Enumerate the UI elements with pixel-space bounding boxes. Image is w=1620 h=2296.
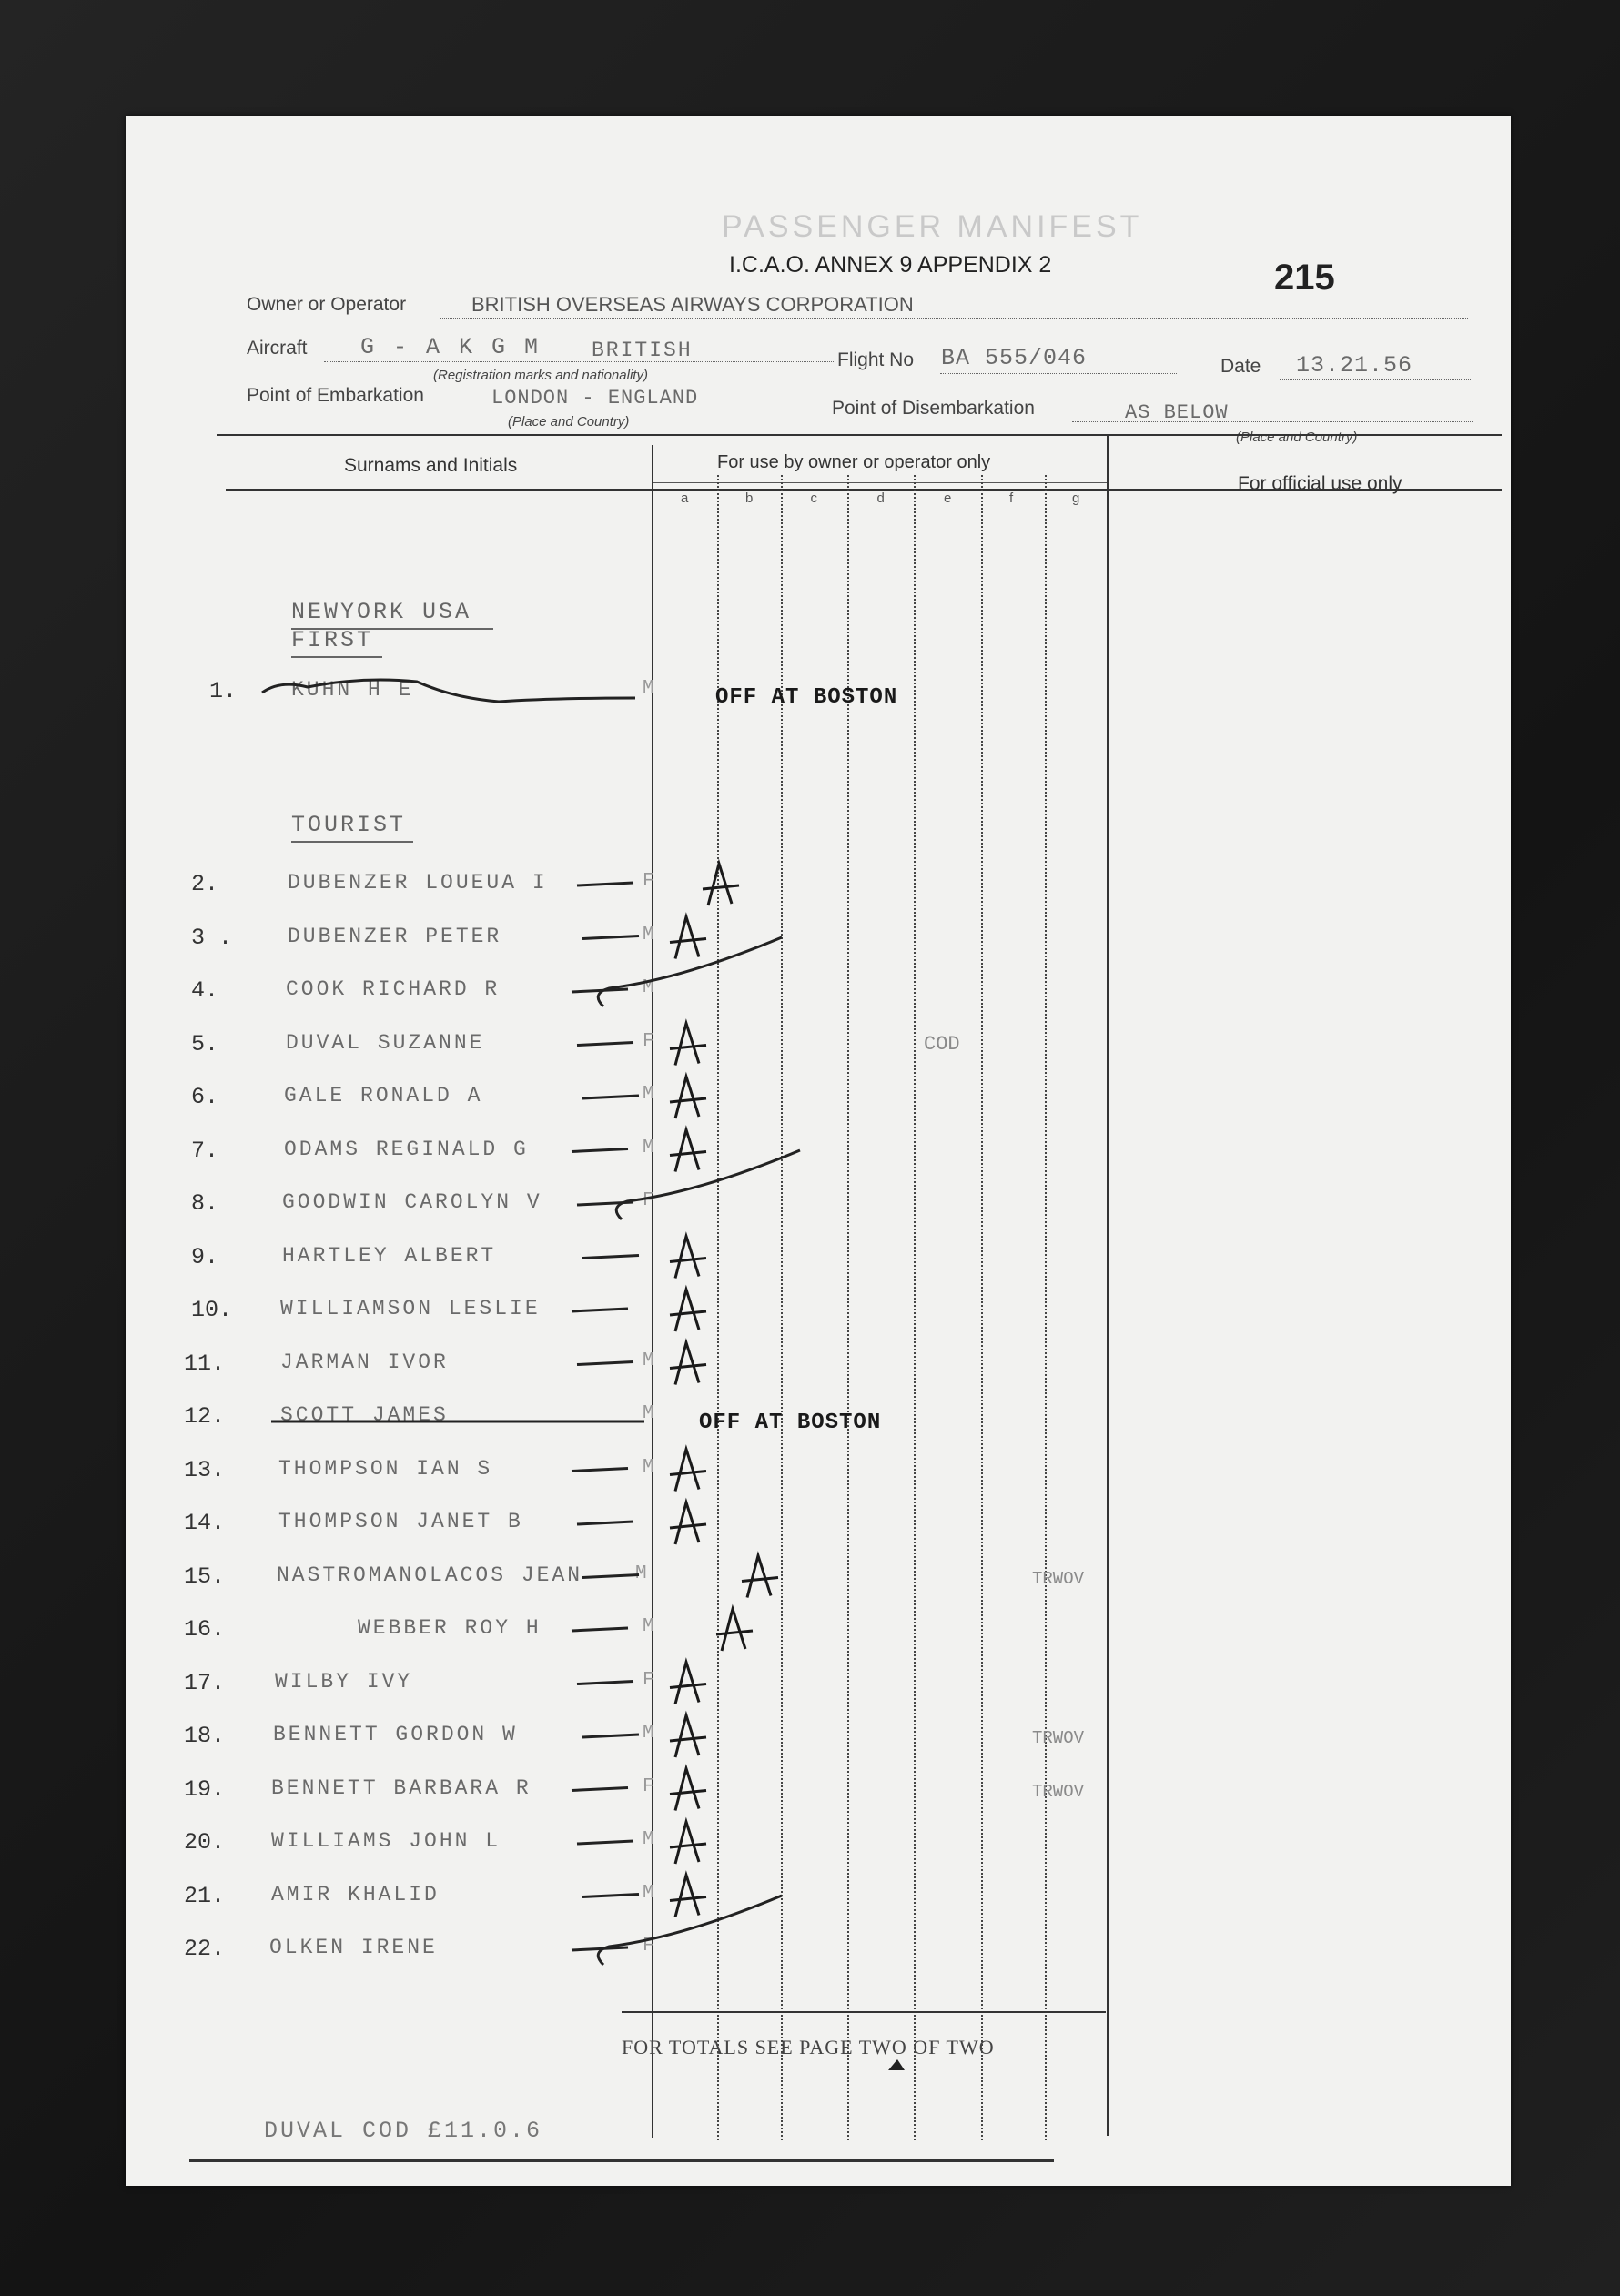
aircraft-nationality: BRITISH: [592, 339, 693, 362]
handwritten-a-mark: [670, 917, 706, 959]
passenger-number: 16.: [184, 1616, 226, 1643]
passenger-name: AMIR KHALID: [271, 1882, 440, 1907]
passenger-number: 21.: [184, 1882, 226, 1909]
handwritten-a-mark: [703, 864, 739, 905]
page-number: 215: [1274, 258, 1335, 298]
passenger-number: 12.: [184, 1403, 226, 1430]
passenger-name: NASTROMANOLACOS JEAN: [277, 1563, 583, 1587]
section-destination: NEWYORK USA: [291, 599, 472, 625]
passenger-sex: M: [643, 1403, 657, 1424]
strike-through-mark: [262, 680, 635, 702]
passenger-note: OFF AT BOSTON: [715, 685, 898, 710]
document-subtitle: I.C.A.O. ANNEX 9 APPENDIX 2: [729, 252, 1052, 278]
handwritten-a-mark: [670, 1343, 706, 1385]
handwritten-a-mark: [670, 1822, 706, 1864]
passenger-sex: F: [643, 1669, 657, 1691]
passenger-name: GALE RONALD A: [284, 1084, 483, 1108]
passenger-note: TRWOV: [1032, 1568, 1085, 1589]
passenger-number: 5.: [191, 1030, 219, 1057]
tick-mark: [582, 1575, 639, 1578]
sub-column-a: a: [681, 491, 689, 506]
passenger-sex: M: [643, 924, 657, 946]
handwritten-a-mark: [670, 1769, 706, 1811]
handwritten-a-mark: [670, 1715, 706, 1757]
passenger-name: DUVAL SUZANNE: [286, 1030, 485, 1055]
passenger-sex: M: [643, 977, 657, 998]
owner-label: Owner or Operator: [247, 294, 407, 315]
passenger-number: 9.: [191, 1243, 219, 1270]
passenger-sex: M: [643, 1829, 657, 1850]
passenger-name: GOODWIN CAROLYN V: [282, 1190, 542, 1214]
passenger-sex: F: [643, 1936, 657, 1957]
passenger-number: 11.: [184, 1350, 226, 1377]
passenger-number: 10.: [191, 1297, 233, 1323]
passenger-number: 8.: [191, 1190, 219, 1217]
handwritten-marks: [126, 116, 1511, 2186]
handwritten-a-mark: [670, 1876, 706, 1917]
passenger-sex: F: [643, 1775, 657, 1797]
tick-mark: [577, 1841, 633, 1844]
check-sweep-mark: [598, 937, 782, 1006]
handwritten-a-mark: [670, 1024, 706, 1066]
passenger-number: 14.: [184, 1510, 226, 1536]
caret-mark: [888, 2059, 905, 2070]
handwritten-a-mark: [716, 1609, 753, 1651]
tick-mark: [577, 1043, 633, 1046]
passenger-sex: M: [643, 1882, 657, 1904]
date-value: 13.21.56: [1296, 352, 1413, 379]
passenger-name: THOMPSON JANET B: [278, 1510, 523, 1533]
passenger-number: 1.: [209, 678, 238, 704]
passenger-sex: M: [643, 1137, 657, 1158]
passenger-number: 17.: [184, 1669, 226, 1696]
disembarkation-label: Point of Disembarkation: [832, 398, 1035, 419]
passenger-name: ODAMS REGINALD G: [284, 1137, 529, 1161]
tick-mark: [572, 1788, 628, 1791]
totals-note: FOR TOTALS SEE PAGE TWO OF TWO: [622, 2036, 995, 2058]
passenger-sex: F: [643, 1030, 657, 1052]
passenger-number: 13.: [184, 1456, 226, 1483]
tick-mark: [582, 1096, 639, 1098]
passenger-name: BENNETT BARBARA R: [271, 1775, 532, 1800]
passenger-number: 7.: [191, 1137, 219, 1164]
passenger-name: WEBBER ROY H: [358, 1616, 542, 1640]
passenger-name: SCOTT JAMES: [280, 1403, 449, 1427]
passenger-number: 3 .: [191, 924, 233, 951]
passenger-name: THOMPSON IAN S: [278, 1456, 493, 1481]
cod-note: DUVAL COD £11.0.6: [264, 2118, 543, 2144]
tick-mark: [577, 1522, 633, 1524]
aircraft-label: Aircraft: [247, 338, 308, 359]
handwritten-a-mark: [670, 1450, 706, 1492]
passenger-sex: M: [643, 1456, 657, 1478]
handwritten-a-mark: [670, 1290, 706, 1331]
aircraft-caption: (Registration marks and nationality): [433, 368, 648, 383]
passenger-name: WILLIAMS JOHN L: [271, 1829, 501, 1853]
passenger-sex: F: [643, 871, 657, 892]
handwritten-a-mark: [670, 1077, 706, 1118]
passenger-name: WILBY IVY: [275, 1669, 413, 1694]
passenger-number: 4.: [191, 977, 219, 1004]
passenger-sex: M: [643, 1350, 657, 1371]
passenger-name: COOK RICHARD R: [286, 977, 501, 1001]
tick-mark: [572, 1628, 628, 1631]
passenger-note: OFF AT BOSTON: [699, 1411, 882, 1435]
check-sweep-mark: [616, 1150, 800, 1219]
flight-value: BA 555/046: [941, 345, 1088, 371]
disembarkation-caption: (Place and Country): [1236, 430, 1358, 445]
sub-column-d: d: [876, 491, 885, 506]
passenger-name: KUHN H E: [291, 678, 414, 702]
flight-label: Flight No: [837, 349, 915, 370]
tick-mark: [577, 1362, 633, 1365]
sub-column-f: f: [1009, 491, 1014, 506]
document-title: PASSENGER MANIFEST: [722, 209, 1143, 244]
tick-mark: [582, 1895, 639, 1897]
passenger-name: BENNETT GORDON W: [273, 1723, 518, 1746]
passenger-sex: M: [643, 1616, 657, 1637]
disembarkation-value: AS BELOW: [1125, 401, 1229, 424]
col-official-header: For official use only: [1238, 473, 1402, 494]
passenger-number: 19.: [184, 1775, 226, 1803]
owner-value: BRITISH OVERSEAS AIRWAYS CORPORATION: [471, 293, 914, 316]
passenger-sex: M: [643, 1723, 657, 1744]
passenger-sex: F: [643, 1190, 657, 1211]
tick-mark: [582, 936, 639, 939]
passenger-note: TRWOV: [1032, 1781, 1085, 1802]
tick-mark: [572, 1469, 628, 1472]
passenger-name: HARTLEY ALBERT: [282, 1243, 497, 1268]
passenger-sex: M: [635, 1563, 650, 1584]
date-label: Date: [1220, 356, 1261, 377]
handwritten-a-mark: [742, 1556, 778, 1598]
passenger-number: 20.: [184, 1829, 226, 1856]
embarkation-label: Point of Embarkation: [247, 385, 424, 406]
passenger-name: DUBENZER LOUEUA I: [288, 871, 548, 895]
passenger-name: WILLIAMSON LESLIE: [280, 1297, 541, 1320]
section-tourist: TOURIST: [291, 812, 407, 838]
passenger-number: 18.: [184, 1723, 226, 1749]
sub-column-g: g: [1072, 491, 1080, 506]
sub-column-b: b: [745, 491, 754, 506]
passenger-sex: M: [643, 1084, 657, 1105]
handwritten-a-mark: [670, 1130, 706, 1172]
section-first: FIRST: [291, 627, 374, 653]
passenger-name: JARMAN IVOR: [280, 1350, 449, 1374]
passenger-number: 15.: [184, 1563, 226, 1590]
check-sweep-mark: [598, 1896, 782, 1965]
sub-column-c: c: [810, 491, 817, 506]
passenger-note: TRWOV: [1032, 1728, 1085, 1748]
passenger-name: DUBENZER PETER: [288, 924, 502, 948]
handwritten-a-mark: [670, 1663, 706, 1704]
tick-mark: [572, 1309, 628, 1311]
tick-mark: [577, 1682, 633, 1684]
tick-mark: [582, 1735, 639, 1737]
handwritten-a-mark: [670, 1237, 706, 1279]
passenger-number: 6.: [191, 1084, 219, 1110]
tick-mark: [582, 1256, 639, 1259]
passenger-number: 2.: [191, 871, 219, 897]
passenger-number: 22.: [184, 1936, 226, 1962]
passenger-note: COD: [924, 1032, 960, 1056]
tick-mark: [577, 883, 633, 885]
manifest-page: [126, 116, 1511, 2186]
passenger-sex: M: [643, 678, 657, 699]
col-operator-header: For use by owner or operator only: [717, 452, 991, 472]
tick-mark: [572, 1149, 628, 1152]
aircraft-value: G - A K G M: [360, 334, 542, 360]
passenger-name: OLKEN IRENE: [269, 1936, 438, 1959]
handwritten-a-mark: [670, 1502, 706, 1544]
col-names-header: Surnams and Initials: [344, 455, 518, 476]
embarkation-caption: (Place and Country): [508, 414, 630, 430]
embarkation-value: LONDON - ENGLAND: [491, 387, 699, 410]
sub-column-e: e: [944, 491, 952, 506]
